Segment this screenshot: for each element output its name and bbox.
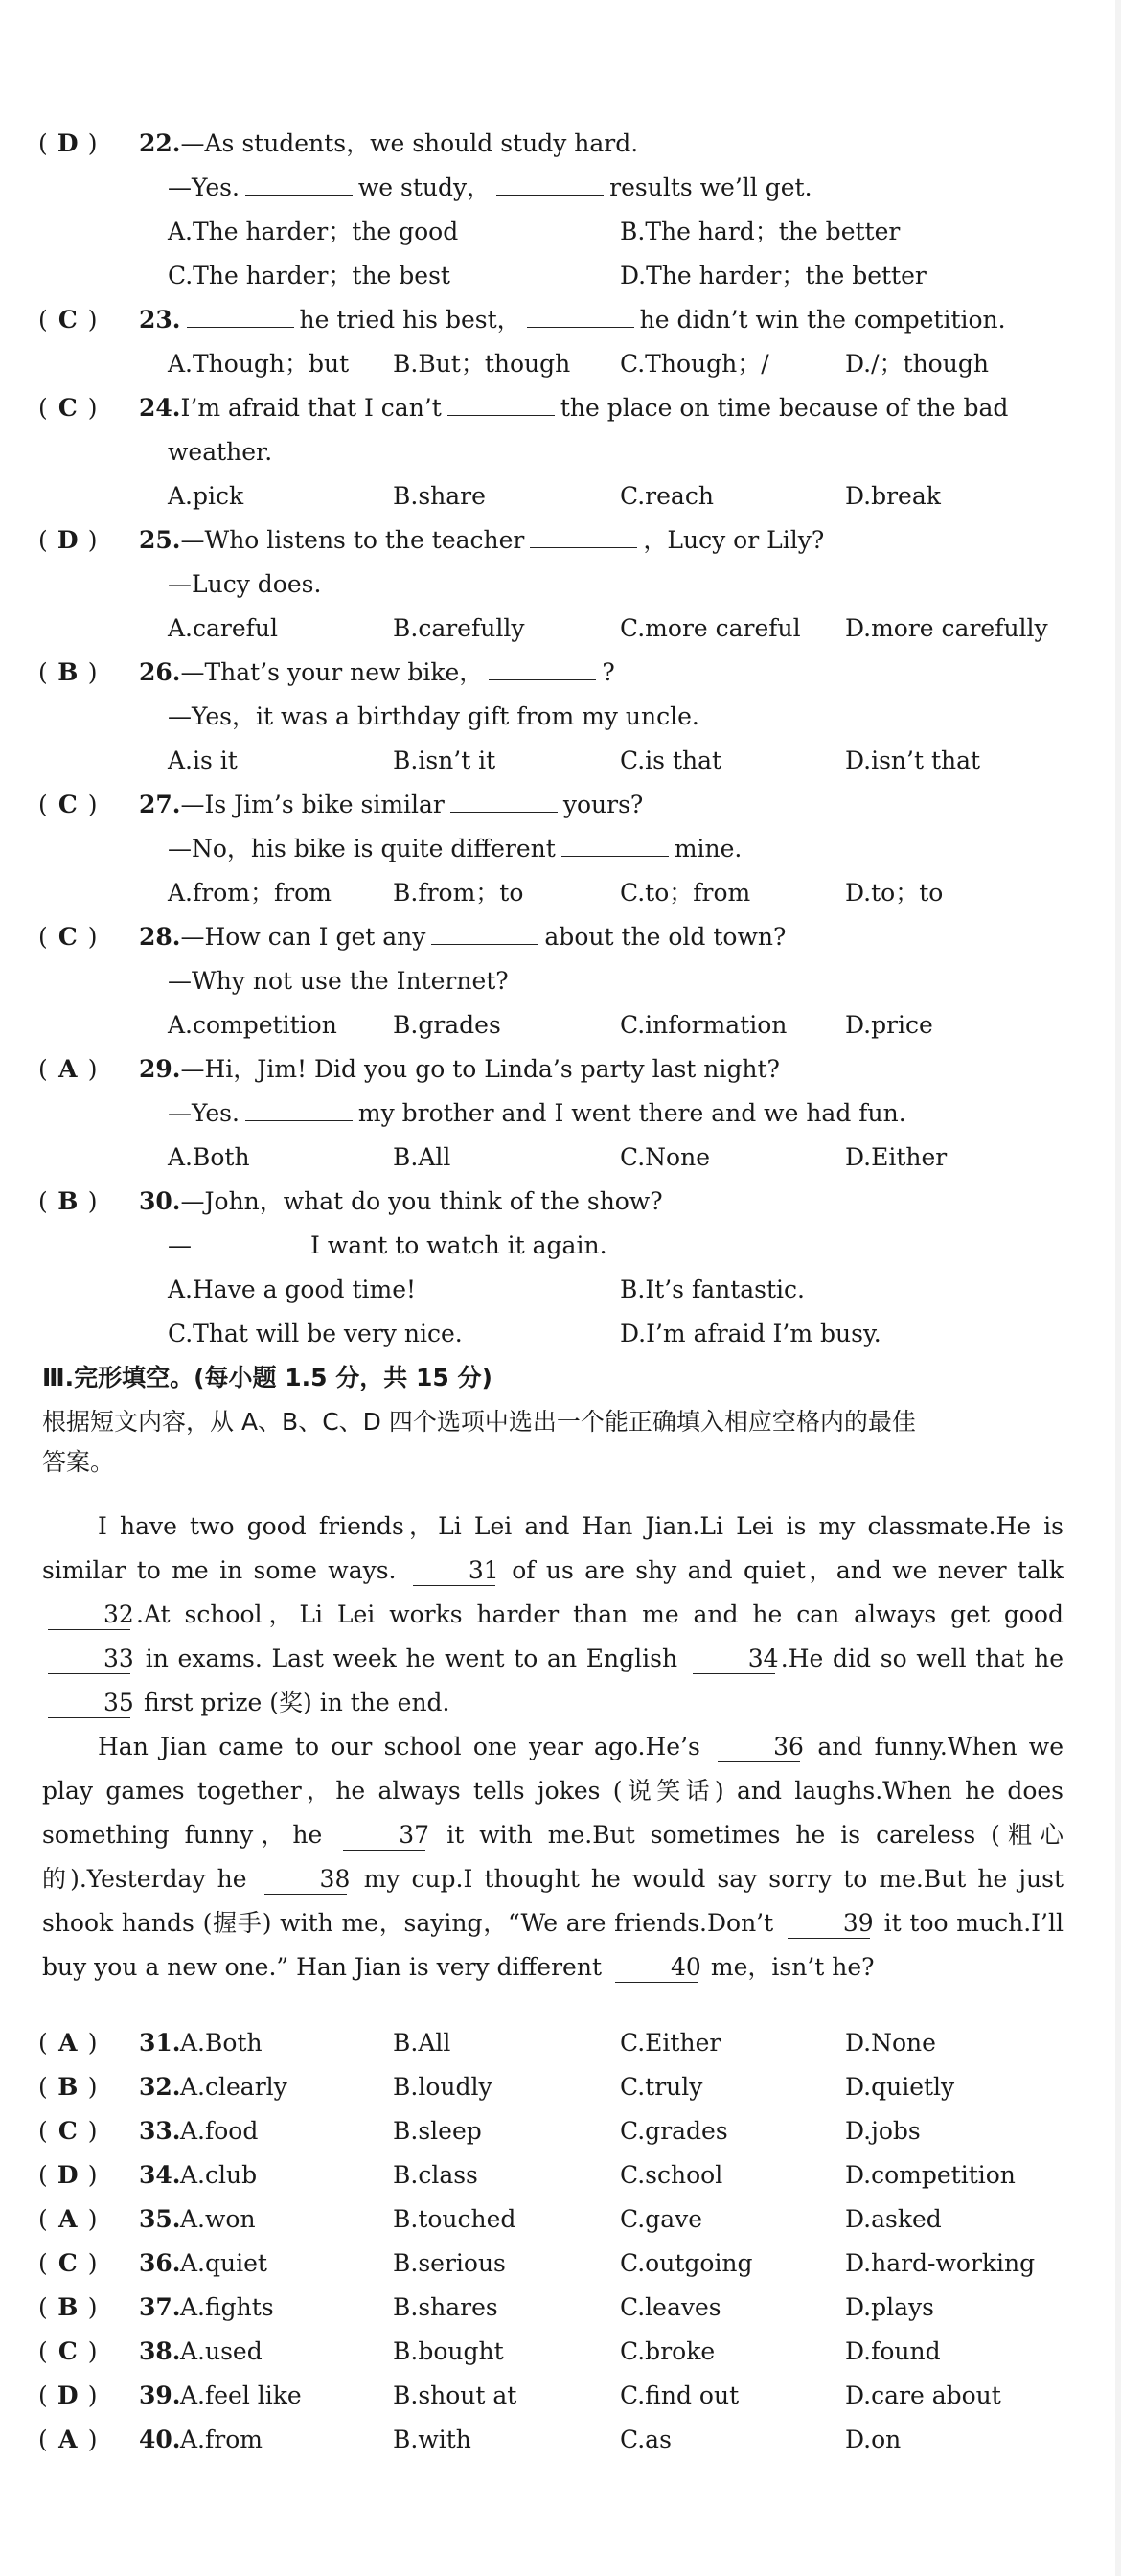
passage-paragraph-2: Han Jian came to our school one year ago.He’s 36 and funny.When we play games together，he always tells jokes (说笑话) and laughs.When he does something funny，he 37 it with me.But sometimes he is careless (粗心的).Yesterday he 38 my cup.I thought he would say sorry to me.But he just shook hands (握手) with me，saying，“We are friends.Don’t 39 it too much.I’ll buy you a new one.” Han Jian is very different 40 me，isn’t he? [42,1733,1064,1981]
blank [450,791,558,813]
answer-bracket: ( C ) [38,923,98,951]
question-29-line2: —Yes. my brother and I went there and we had fun. [168,1099,906,1127]
question-27: ( C ) 27.—Is Jim’s bike similar yours? [38,786,643,824]
option-b: B.touched [393,2205,516,2233]
option-c: C.That will be very nice. [168,1320,463,1347]
question-26-line2: —Yes，it was a birthday gift from my uncle. [168,702,699,730]
blank-33: 33 [48,1644,130,1674]
option-b: B.loudly [393,2073,492,2101]
option-c: C.outgoing [620,2249,753,2277]
option-b: B.All [393,1143,451,1171]
blank-37: 37 [343,1821,425,1851]
blank [245,1099,353,1121]
option-b: B.But；though [393,350,571,378]
answer-bracket: ( C ) [38,791,98,818]
question-24-line2: weather. [168,438,273,466]
option-d: D.care about [845,2381,1001,2409]
option-d: D.competition [845,2161,1016,2189]
option-d: D.I’m afraid I’m busy. [620,1320,881,1347]
question-22-line2: —Yes. we study， results we’ll get. [168,173,812,201]
cloze-question-36: ( C ) 36. [38,2244,181,2283]
option-b: B.bought [393,2337,504,2365]
passage-paragraph-1: I have two good friends，Li Lei and Han Jian.Li Lei is my classmate.He is similar to me in some ways. 31 of us are shy and quiet，and we never talk 32.At school，Li Lei works harder than me and he can always get good 33 in exams. Last week he went to an English 34.He did so well that he 35 first prize (奖) in the end. [42,1512,1064,1716]
answer-bracket: ( B ) [38,1187,98,1215]
option-a: A.competition [168,1011,337,1039]
option-c: C.find out [620,2381,740,2409]
option-a: A.is it [168,747,238,774]
answer-bracket: ( B ) [38,658,98,686]
option-c: C.leaves [620,2293,721,2321]
blank [496,173,604,196]
answer-bracket: ( A ) [38,2029,98,2057]
answer-bracket: ( D ) [38,2161,98,2189]
option-c: C.to；from [620,879,751,907]
option-c: C.more careful [620,614,801,642]
cloze-question-35: ( A ) 35. [38,2200,181,2239]
question-24: ( C ) 24.I’m afraid that I can’t the place on time because of the bad [38,389,1008,427]
option-c: C.The harder；the best [168,262,450,289]
option-a: A.club [180,2161,258,2189]
page-edge [1115,0,1121,2576]
blank-39: 39 [788,1909,870,1939]
option-a: A.food [180,2117,259,2145]
blank [447,394,555,416]
option-a: A.feel like [180,2381,302,2409]
option-b: B.isn’t it [393,747,496,774]
blank [245,173,353,196]
option-a: A.fights [180,2293,274,2321]
option-b: B.shout at [393,2381,517,2409]
option-d: D.more carefully [845,614,1048,642]
option-d: D.quietly [845,2073,955,2101]
option-d: D.asked [845,2205,942,2233]
option-b: B.with [393,2426,471,2453]
answer-bracket: ( D ) [38,526,98,554]
option-c: C.None [620,1143,711,1171]
option-a: A.Have a good time! [168,1276,417,1303]
option-b: B.The hard；the better [620,218,901,245]
cloze-question-31: ( A ) 31. [38,2024,181,2062]
blank [197,1231,305,1254]
option-d: D.on [845,2426,902,2453]
question-28-line2: —Why not use the Internet? [168,967,509,995]
option-a: A.won [180,2205,256,2233]
option-c: C.school [620,2161,723,2189]
section-3-instructions: 根据短文内容，从 A、B、C、D 四个选项中选出一个能正确填入相应空格内的最佳 [42,1408,916,1436]
blank [187,306,294,328]
blank-32: 32 [48,1600,130,1630]
answer-bracket: ( D ) [38,2381,98,2409]
option-c: C.is that [620,747,722,774]
question-22: ( D ) 22.—As students，we should study hard. [38,125,638,163]
option-d: D.The harder；the better [620,262,927,289]
blank-38: 38 [264,1865,347,1895]
option-c: C.as [620,2426,672,2453]
cloze-question-33: ( C ) 33. [38,2112,181,2150]
option-b: B.All [393,2029,451,2057]
question-25: ( D ) 25.—Who listens to the teacher ，Lucy or Lily? [38,521,824,560]
cloze-question-32: ( B ) 32. [38,2068,181,2106]
question-27-line2: —No，his bike is quite different mine. [168,835,743,862]
blank [431,923,538,945]
question-30: ( B ) 30.—John，what do you think of the show? [38,1183,663,1221]
section-3-instructions-2: 答案。 [42,1448,115,1476]
question-25-line2: —Lucy does. [168,570,322,598]
blank-35: 35 [48,1689,130,1718]
option-d: D.isn’t that [845,747,981,774]
option-b: B.serious [393,2249,506,2277]
cloze-question-34: ( D ) 34. [38,2156,181,2195]
blank [489,658,596,680]
option-b: B.carefully [393,614,525,642]
question-23: ( C ) 23. he tried his best， he didn’t win the competition. [38,301,1006,339]
option-d: D.hard-working [845,2249,1036,2277]
answer-bracket: ( A ) [38,2205,98,2233]
option-d: D.break [845,482,941,510]
option-b: B.grades [393,1011,501,1039]
cloze-passage [42,1505,1064,1990]
blank-31: 31 [413,1556,495,1586]
blank-40: 40 [615,1953,698,1983]
option-d: D.None [845,2029,936,2057]
option-c: C.Either [620,2029,721,2057]
option-c: C.Though；/ [620,350,769,378]
blank-34: 34 [693,1644,775,1674]
cloze-question-39: ( D ) 39. [38,2377,181,2415]
answer-bracket: ( B ) [38,2073,98,2101]
option-d: D.to；to [845,879,944,907]
blank-36: 36 [718,1733,800,1762]
option-a: A.careful [168,614,279,642]
blank [527,306,634,328]
answer-bracket: ( C ) [38,306,98,334]
question-29: ( A ) 29.—Hi，Jim! Did you go to Linda’s party last night? [38,1050,780,1089]
option-a: A.Both [180,2029,263,2057]
option-a: A.The harder；the good [168,218,459,245]
option-b: B.share [393,482,486,510]
option-a: A.from；from [168,879,332,907]
question-28: ( C ) 28.—How can I get any about the old town? [38,918,786,956]
option-d: D.jobs [845,2117,921,2145]
option-b: B.It’s fantastic. [620,1276,805,1303]
option-b: B.sleep [393,2117,482,2145]
cloze-question-40: ( A ) 40. [38,2421,181,2459]
answer-bracket: ( C ) [38,2117,98,2145]
question-30-line2: — I want to watch it again. [168,1231,607,1259]
option-b: B.shares [393,2293,498,2321]
question-26: ( B ) 26.—That’s your new bike， ? [38,654,615,692]
answer-bracket: ( A ) [38,2426,98,2453]
option-d: D.plays [845,2293,934,2321]
answer-bracket: ( C ) [38,394,98,422]
option-c: C.gave [620,2205,703,2233]
answer-bracket: ( A ) [38,1055,98,1083]
option-d: D.price [845,1011,933,1039]
option-a: A.pick [168,482,244,510]
option-a: A.from [180,2426,263,2453]
option-d: D.Either [845,1143,948,1171]
answer-bracket: ( C ) [38,2249,98,2277]
cloze-question-38: ( C ) 38. [38,2333,181,2371]
blank [530,526,637,548]
option-c: C.grades [620,2117,728,2145]
option-a: A.clearly [180,2073,287,2101]
option-a: A.Though；but [168,350,350,378]
cloze-question-37: ( B ) 37. [38,2288,181,2327]
option-a: A.Both [168,1143,250,1171]
option-b: B.from；to [393,879,524,907]
section-3-title: Ⅲ.完形填空。(每小题 1.5 分，共 15 分) [42,1364,492,1392]
option-c: C.reach [620,482,714,510]
option-d: D.found [845,2337,941,2365]
answer-bracket: ( D ) [38,129,98,157]
option-b: B.class [393,2161,478,2189]
option-c: C.truly [620,2073,703,2101]
option-c: C.broke [620,2337,716,2365]
blank [561,835,669,857]
answer-bracket: ( B ) [38,2293,98,2321]
option-d: D./；though [845,350,989,378]
option-a: A.used [180,2337,263,2365]
option-a: A.quiet [180,2249,267,2277]
answer-bracket: ( C ) [38,2337,98,2365]
option-c: C.information [620,1011,788,1039]
